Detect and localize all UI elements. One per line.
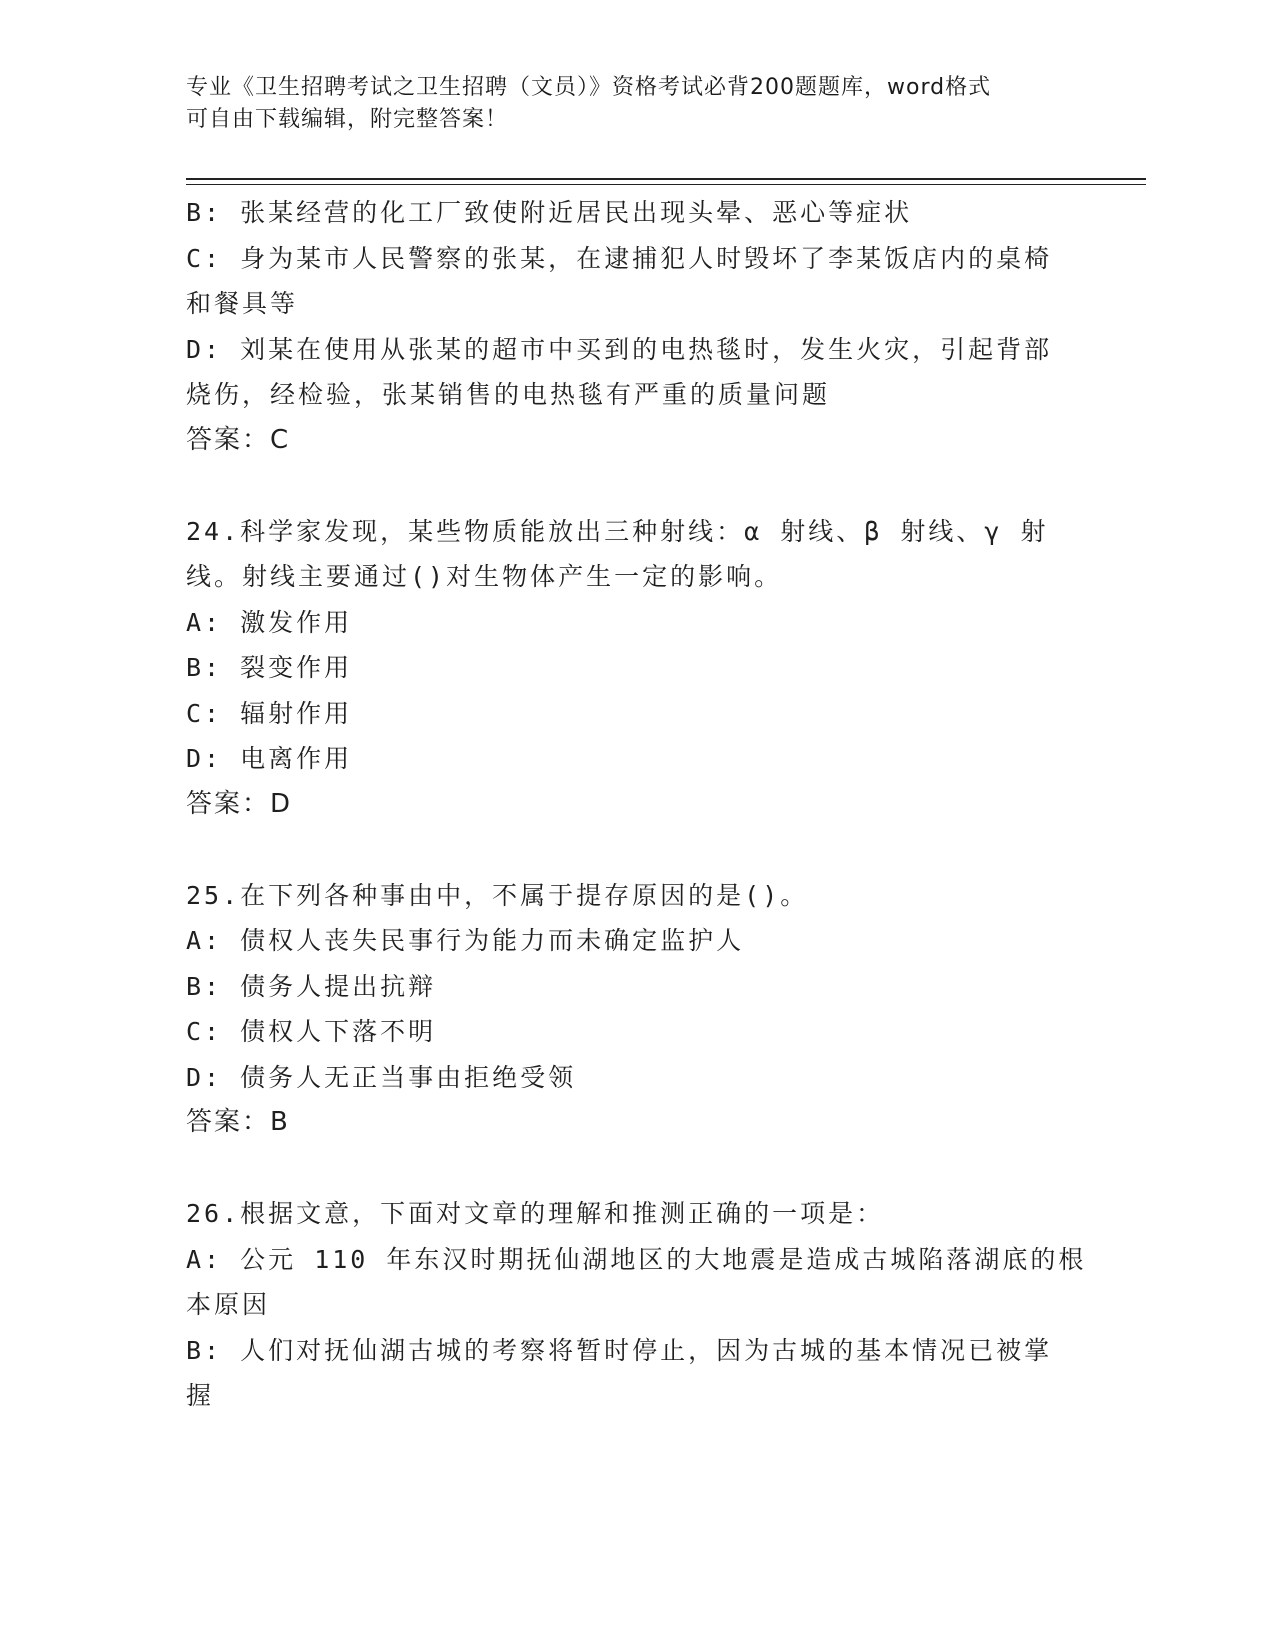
- spacer: [186, 1146, 1066, 1192]
- option-c: C: 身为某市人民警察的张某，在逮捕犯人时毁坏了李某饭店内的桌椅: [186, 243, 1053, 273]
- document-header: [186, 72, 1066, 136]
- option-a: A: 公元 110 年东汉时期抚仙湖地区的大地震是造成古城陷落湖底的根: [186, 1244, 1087, 1274]
- option-d-continued: 烧伤，经检验，张某销售的电热毯有严重的质量问题: [186, 380, 831, 409]
- header-divider-thin: [186, 184, 1146, 185]
- option-a: A: 债权人丧失民事行为能力而未确定监护人: [186, 926, 745, 955]
- question-24: [186, 509, 1066, 828]
- option-d: D: 债务人无正当事由拒绝受领: [186, 1062, 577, 1092]
- option-b: B: 债务人提出抗辩: [186, 971, 437, 1001]
- answer: 答案：B: [186, 1107, 290, 1137]
- option-b: B: 裂变作用: [186, 653, 353, 682]
- header-title-line-1: 专业《卫生招聘考试之卫生招聘（文员）》资格考试必背200题题库，word格式: [186, 75, 992, 100]
- option-c-continued: 和餐具等: [186, 289, 299, 318]
- question-26: [186, 1191, 1087, 1419]
- header-divider: [186, 178, 1146, 180]
- question-list: [186, 190, 1087, 1419]
- question-stem-continued: 线。射线主要通过()对生物体产生一定的影响。: [186, 562, 783, 591]
- option-a: A: 激发作用: [186, 607, 353, 637]
- option-d: D: 电离作用: [186, 744, 353, 773]
- answer: 答案：D: [186, 788, 293, 819]
- header-title-line-2: 可自由下载编辑，附完整答案！: [186, 107, 509, 132]
- question-25: [186, 873, 1066, 1146]
- question-23-tail: [186, 190, 1066, 463]
- option-c: C: 债权人下落不明: [186, 1017, 437, 1046]
- question-stem: 25.在下列各种事由中，不属于提存原因的是()。: [186, 880, 809, 910]
- question-stem: 24.科学家发现，某些物质能放出三种射线：α 射线、β 射线、γ 射: [186, 516, 1049, 546]
- spacer: [186, 463, 1066, 509]
- option-b: B: 人们对抚仙湖古城的考察将暂时停止，因为古城的基本情况已被掌: [186, 1335, 1053, 1365]
- option-a-continued: 本原因: [186, 1290, 271, 1319]
- spacer: [186, 827, 1066, 873]
- answer: 答案：C: [186, 424, 291, 455]
- option-d: D: 刘某在使用从张某的超市中买到的电热毯时，发生火灾，引起背部: [186, 334, 1053, 364]
- option-b: B: 张某经营的化工厂致使附近居民出现头晕、恶心等症状: [186, 198, 913, 227]
- question-stem: 26.根据文意，下面对文章的理解和推测正确的一项是：: [186, 1199, 885, 1228]
- option-c: C: 辐射作用: [186, 698, 353, 728]
- option-b-continued: 握: [186, 1381, 215, 1410]
